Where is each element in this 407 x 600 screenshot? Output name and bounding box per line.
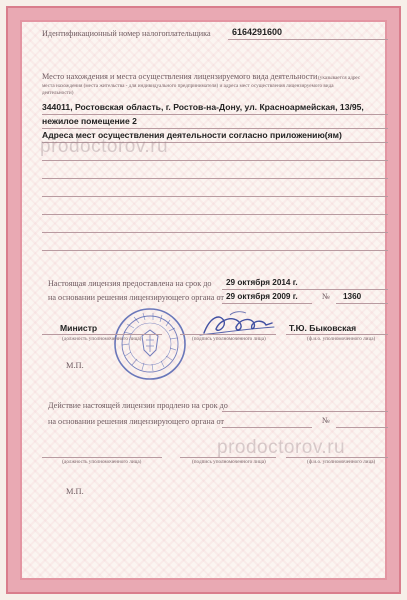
decision-date: 29 октября 2009 г. xyxy=(226,292,298,301)
blank-line-4 xyxy=(42,214,388,215)
location-note-line3: деятельности) xyxy=(42,90,74,96)
ext-sign-caption: (подпись уполномоченного лица) xyxy=(192,459,266,465)
blank-line-2 xyxy=(42,178,388,179)
ext-name-caption: (ф.и.о. уполномоченного лица) xyxy=(307,459,376,465)
extension-date-underline xyxy=(222,427,312,428)
term-label: Настоящая лицензия предоставлена на срок до xyxy=(48,279,212,288)
blank-line-5 xyxy=(42,232,388,233)
official-seal-icon xyxy=(112,306,188,382)
extension-label: Действие настоящей лицензии продлено на срок до xyxy=(48,401,228,410)
decision-number: 1360 xyxy=(343,292,362,301)
inn-underline xyxy=(228,39,388,40)
decision-number-underline xyxy=(336,303,388,304)
ext-name-underline xyxy=(286,457,388,458)
extension-number-underline xyxy=(336,427,388,428)
address-line-2: нежилое помещение 2 xyxy=(42,116,137,126)
address-line-3: Адреса мест осуществления деятельности согласно приложению(ям) xyxy=(42,130,342,140)
decision-label: на основании решения лицензирующего органа от xyxy=(48,293,225,302)
blank-line-1 xyxy=(42,160,388,161)
position-underline xyxy=(42,334,162,335)
extension-term-underline xyxy=(222,411,388,412)
location-label: Место нахождения и места осуществления лицензируемого вида деятельности xyxy=(42,72,318,81)
ext-position-caption: (должность уполномоченного лица) xyxy=(62,459,142,465)
sign-underline xyxy=(180,334,276,335)
name-underline xyxy=(286,334,388,335)
extension-decision-label: на основании решения лицензирующего органа от xyxy=(48,417,225,426)
inn-label: Идентификационный номер налогоплательщика xyxy=(42,29,211,38)
sign-caption: (подпись уполномоченного лица) xyxy=(192,336,266,342)
inn-value: 6164291600 xyxy=(232,27,283,37)
seal-place-mark: М.П. xyxy=(66,361,84,370)
extension-number-sign: № xyxy=(322,416,330,425)
signatory-position: Министр xyxy=(60,323,98,333)
position-caption: (должность уполномоченного лица) xyxy=(62,336,142,342)
term-underline xyxy=(222,289,388,290)
ext-position-underline xyxy=(42,457,162,458)
blank-line-6 xyxy=(42,250,388,251)
watermark-top: prodoctorov.ru xyxy=(40,136,169,157)
ext-sign-underline xyxy=(180,457,276,458)
decision-number-sign: № xyxy=(322,292,330,301)
location-note-line2: места нахождения (места жительства - для индивидуального предпринимателя) и адреса мест осуществления лицензируемого вида xyxy=(42,83,334,89)
address-underline-1 xyxy=(42,114,388,115)
address-underline-2 xyxy=(42,128,388,129)
address-line-1: 344011, Ростовская область, г. Ростов-на-Дону, ул. Красноармейская, 13/95, xyxy=(42,102,364,112)
blank-line-3 xyxy=(42,196,388,197)
location-note-right: (указывается адрес xyxy=(318,75,361,81)
ext-seal-place-mark: М.П. xyxy=(66,487,84,496)
term-value: 29 октября 2014 г. xyxy=(226,278,298,287)
name-caption: (ф.и.о. уполномоченного лица) xyxy=(307,336,376,342)
watermark-bottom: prodoctorov.ru xyxy=(217,437,346,458)
signatory-name: Т.Ю. Быковская xyxy=(289,323,357,333)
